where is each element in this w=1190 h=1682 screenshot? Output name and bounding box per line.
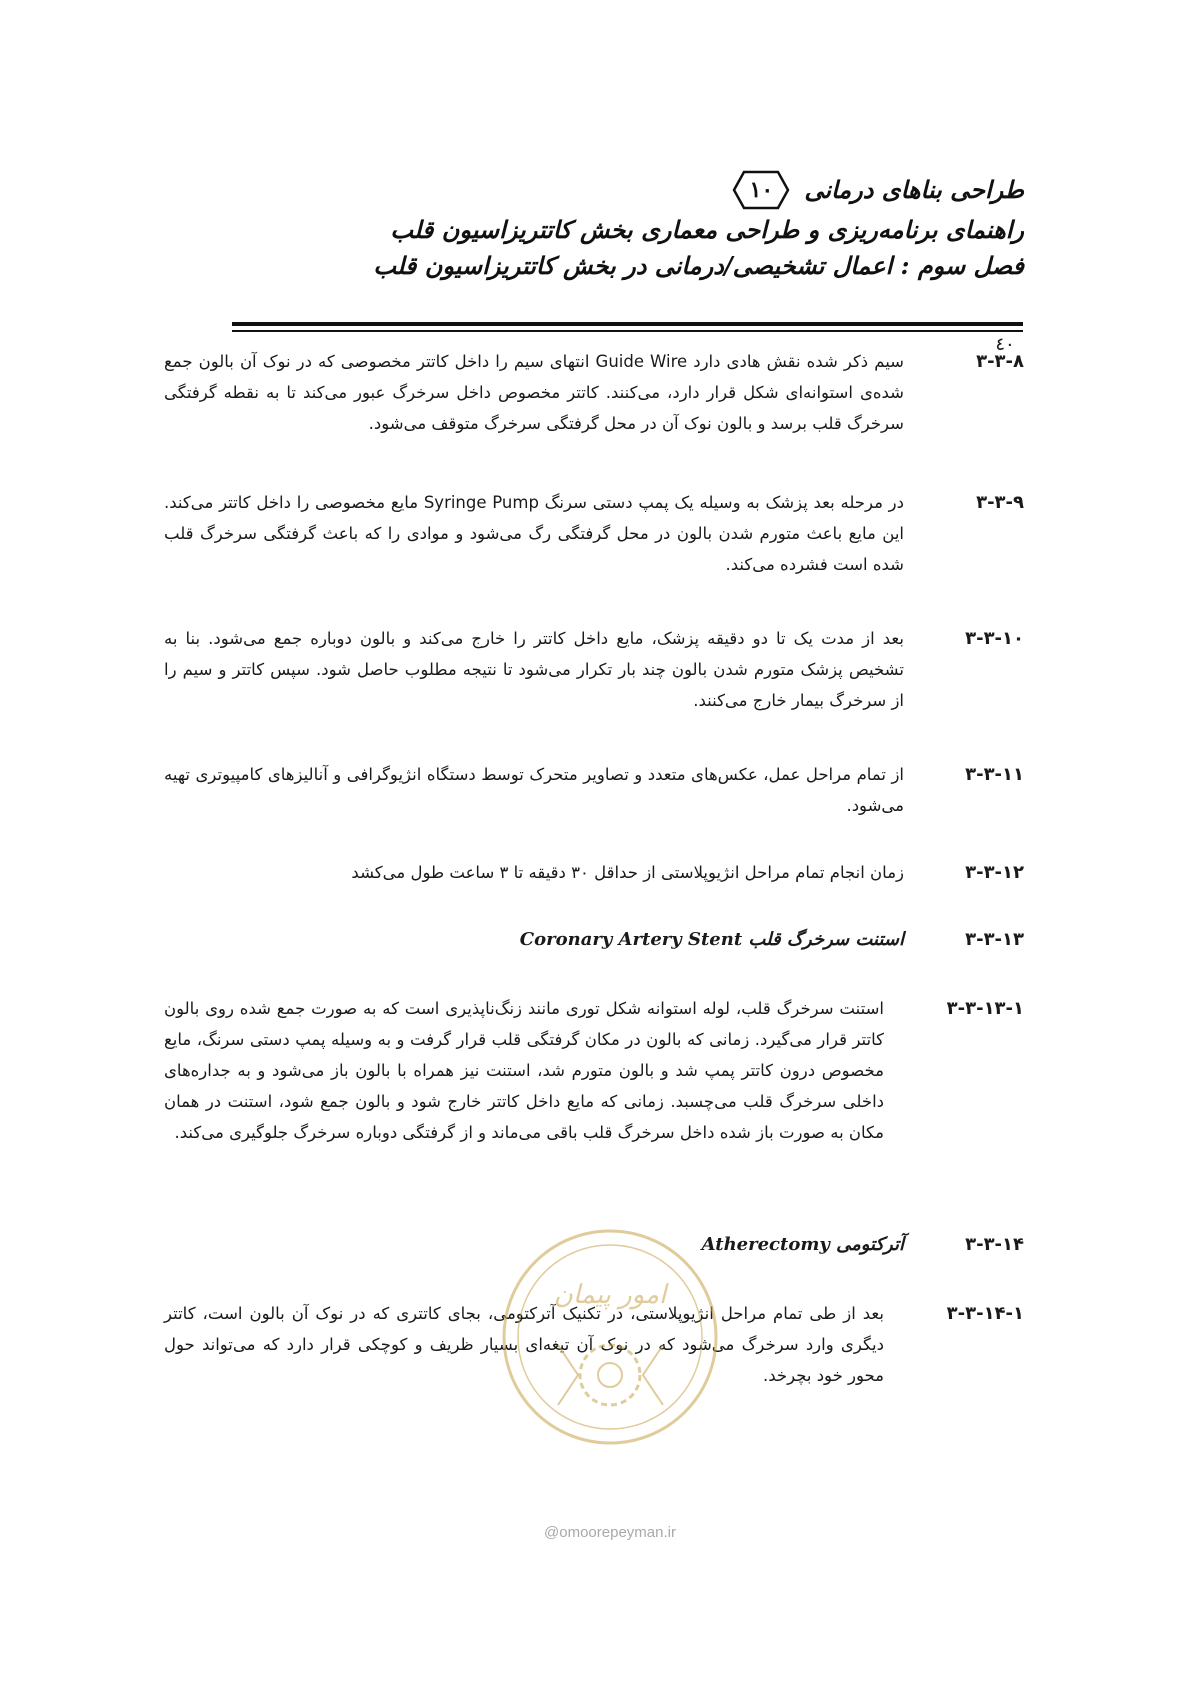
- section-number: ۳-۳-۱۰: [965, 628, 1024, 649]
- header-rule-thin: [232, 330, 1023, 332]
- volume-number: ۱۰: [749, 177, 774, 203]
- section-3-3-8: [164, 346, 1024, 439]
- header-rule-thick: [232, 322, 1023, 326]
- book-title: طراحی بناهای درمانی: [804, 175, 1024, 204]
- section-heading-stent: [164, 924, 1024, 955]
- volume-badge: [724, 168, 798, 212]
- section-number: ۳-۳-۹: [976, 492, 1024, 513]
- section-3-3-14-1: [164, 1298, 1024, 1391]
- section-number: ۳-۳-۱۱: [965, 764, 1024, 785]
- section-3-3-12: [164, 857, 1024, 888]
- section-number: ۳-۳-۱۴: [965, 1234, 1024, 1255]
- watermark-url: @omoorepeyman.ir: [544, 1524, 676, 1541]
- section-text: بعد از مدت یک تا دو دقیقه پزشک، مایع داخل کاتتر را خارج می‌کند و بالون دوباره جمع می‌شود. بنا به تشخیص پزشک متورم شدن بالون چند بار تکرار می‌شود تا نتیجه مطلوب حاصل شود. سپس کاتتر و سیم را از سرخرگ بیمار خارج می‌کنند.: [164, 629, 904, 710]
- section-text: از تمام مراحل عمل، عکس‌های متعدد و تصاویر متحرک توسط دستگاه انژیوگرافی و آنالیزهای کامپیوتری تهیه می‌شود.: [164, 765, 904, 815]
- section-3-3-10: [164, 623, 1024, 716]
- page-header: [373, 168, 1024, 284]
- section-text: در مرحله بعد پزشک به وسیله یک پمپ دستی سرنگ Syringe Pump مایع مخصوصی را داخل کاتتر می‌کند. این مایع باعث متورم شدن بالون در محل گرفتگی رگ می‌شود و موادی را که باعث گرفتگی سرخرگ قلب شده است فشرده می‌کند.: [164, 493, 904, 574]
- section-3-3-11: [164, 759, 1024, 821]
- section-text: استنت سرخرگ قلب، لوله استوانه شکل توری مانند زنگ‌ناپذیری است که به صورت جمع شده روی بالون کاتتر قرار می‌گیرد. زمانی که بالون در مکان گرفتگی قلب قرار گرفت و به وسیله پمپ دستی سرنگ، مایع مخصوص درون کاتتر پمپ شد و بالون متورم شد، استنت نیز همراه با بالون باز می‌شود و به جداره‌های داخلی سرخرگ قلب می‌چسبد. زمانی که مایع داخل کاتتر خارج شود و بالون جمع شود، استنت در همان مکان به صورت باز شده داخل سرخرگ قلب باقی می‌ماند و از گرفتگی دوباره سرخرگ جلوگیری می‌کند.: [164, 999, 884, 1142]
- page-number: ٤٠: [995, 334, 1015, 355]
- section-heading-atherectomy: [164, 1229, 1024, 1260]
- header-subtitle: راهنمای برنامه‌ریزی و طراحی معماری بخش کاتتریزاسیون قلب: [390, 215, 1024, 244]
- section-number: ۳-۳-۱۴-۱: [946, 1303, 1024, 1324]
- section-text: زمان انجام تمام مراحل انژیوپلاستی از حداقل ۳۰ دقیقه تا ۳ ساعت طول می‌کشد: [351, 863, 904, 882]
- section-number: ۳-۳-۱۳: [965, 929, 1024, 950]
- watermark-logo-text: امور پیمان: [553, 1280, 667, 1310]
- section-text: سیم ذکر شده نقش هادی دارد Guide Wire انتهای سیم را داخل کاتتر مخصوصی که در نوک آن بالون جمع شده‌ی استوانه‌ای شکل قرار دارد، می‌کنند. کاتتر مخصوص داخل سرخرگ عبور می‌کند تا به نقطه گرفتگی سرخرگ قلب برسد و بالون نوک آن در محل گرفتگی سرخرگ متوقف می‌شود.: [164, 352, 905, 433]
- header-chapter: فصل سوم : اعمال تشخیصی/درمانی در بخش کاتتریزاسیون قلب: [373, 251, 1024, 280]
- section-3-3-9: [164, 487, 1024, 580]
- section-number: ۳-۳-۱۳-۱: [946, 998, 1024, 1019]
- section-heading-text: آترکتومی Atherectomy: [701, 1234, 904, 1255]
- section-number: ۳-۳-۱۲: [965, 862, 1024, 883]
- section-heading-text: استنت سرخرگ قلب Coronary Artery Stent: [519, 929, 904, 950]
- section-text: بعد از طی تمام مراحل انژیوپلاستی، در تکنیک آترکتومی، بجای کاتتری که در نوک آن بالون است، کاتتر دیگری وارد سرخرگ می‌شود که در نوک آن تیغه‌ای بسیار ظریف و کوچکی قرار دارد که می‌تواند حول محور خود بچرخد.: [164, 1304, 884, 1385]
- header-title-line: [404, 168, 1024, 212]
- section-number: ۳-۳-۸: [976, 351, 1024, 372]
- section-3-3-13-1: [164, 993, 1024, 1148]
